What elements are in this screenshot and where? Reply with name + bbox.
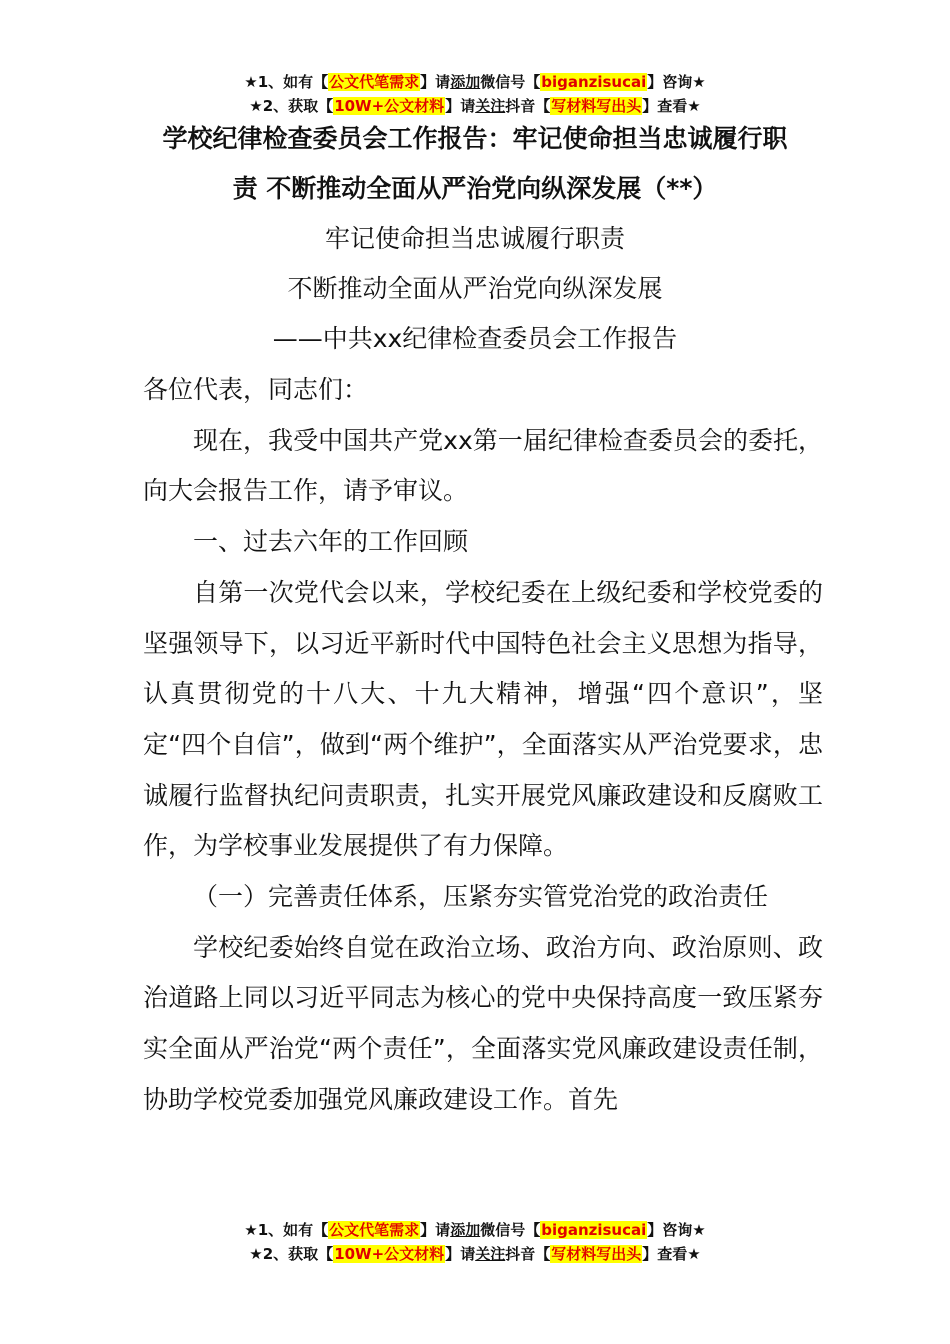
promo-text: 抖音【 xyxy=(505,97,551,115)
promo-line-1 xyxy=(0,70,950,94)
promo-highlight: 10W+公文材料 xyxy=(334,1245,445,1263)
subtitle-line-3: ——中共xx纪律检查委员会工作报告 xyxy=(272,324,678,353)
promo-highlight: biganzisucai xyxy=(541,73,647,91)
promo-line-1 xyxy=(0,1218,950,1242)
promo-highlight: 公文代笔需求 xyxy=(329,73,420,91)
salutation: 各位代表，同志们： xyxy=(143,375,369,404)
promo-text: 】请 xyxy=(445,97,476,115)
promo-underline: 添加 xyxy=(450,73,481,91)
promo-underline: 关注 xyxy=(475,1245,506,1263)
promo-text: 微信号【 xyxy=(480,73,541,91)
promo-text: ★1、如有【 xyxy=(244,1221,329,1239)
promo-header xyxy=(0,70,950,118)
promo-highlight: 写材料写出头 xyxy=(551,97,642,115)
promo-highlight: 10W+公文材料 xyxy=(334,97,445,115)
paragraph: 学校纪委始终自觉在政治立场、政治方向、政治原则、政治道路上同以习近平同志为核心的党中央保持高度一致压紧夯实全面从严治党“两个责任”，全面落实党风廉政建设责任制，协助学校党委加强党风廉政建设工作。首先 xyxy=(143,932,823,1114)
document-body xyxy=(143,365,823,1126)
promo-highlight: 公文代笔需求 xyxy=(329,1221,420,1239)
promo-text: ★1、如有【 xyxy=(244,73,329,91)
promo-text: 微信号【 xyxy=(480,1221,541,1239)
promo-text: 】请 xyxy=(420,1221,451,1239)
paragraph: 现在，我受中国共产党xx第一届纪律检查委员会的委托，向大会报告工作，请予审议。 xyxy=(143,425,823,506)
promo-underline: 关注 xyxy=(475,97,506,115)
document-title-line-2: 责 不断推动全面从严治党向纵深发展（**） xyxy=(232,174,718,203)
promo-highlight: biganzisucai xyxy=(541,1221,647,1239)
promo-text: ★2、获取【 xyxy=(249,1245,334,1263)
document-title-line-1: 学校纪律检查委员会工作报告：牢记使命担当忠诚履行职 xyxy=(162,124,788,153)
promo-footer xyxy=(0,1218,950,1266)
promo-underline: 添加 xyxy=(450,1221,481,1239)
promo-text: 】查看★ xyxy=(642,97,701,115)
promo-text: 】咨询★ xyxy=(647,73,706,91)
paragraph: 自第一次党代会以来，学校纪委在上级纪委和学校党委的坚强领导下，以习近平新时代中国特色社会主义思想为指导，认真贯彻党的十八大、十九大精神，增强“四个意识”，坚定“四个自信”，做到“两个维护”，全面落实从严治党要求，忠诚履行监督执纪问责职责，扎实开展党风廉政建设和反腐败工作，为学校事业发展提供了有力保障。 xyxy=(143,577,823,861)
promo-text: 】请 xyxy=(445,1245,476,1263)
subsection-heading: （一）完善责任体系，压紧夯实管党治党的政治责任 xyxy=(193,882,769,912)
promo-text: 】咨询★ xyxy=(647,1221,706,1239)
promo-text: 】请 xyxy=(420,73,451,91)
subtitle-line-1: 牢记使命担当忠诚履行职责 xyxy=(324,224,625,253)
promo-text: ★2、获取【 xyxy=(249,97,334,115)
promo-highlight: 写材料写出头 xyxy=(551,1245,642,1263)
section-heading: 一、过去六年的工作回顾 xyxy=(193,527,469,557)
subtitle-line-2: 不断推动全面从严治党向纵深发展 xyxy=(287,274,663,303)
promo-line-2 xyxy=(0,1242,950,1266)
promo-text: 】查看★ xyxy=(642,1245,701,1263)
promo-text: 抖音【 xyxy=(505,1245,551,1263)
